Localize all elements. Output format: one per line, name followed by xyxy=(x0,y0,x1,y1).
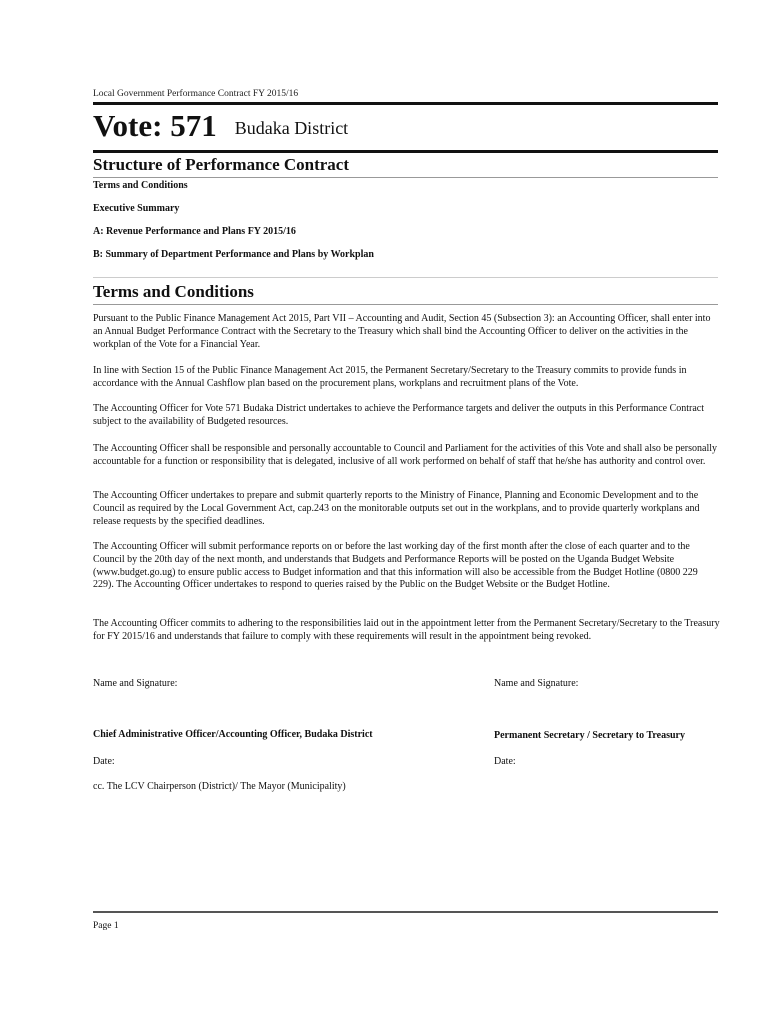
toc-item-executive-summary: Executive Summary xyxy=(93,203,180,214)
page-number: Page 1 xyxy=(93,921,119,931)
terms-rule xyxy=(93,304,718,305)
toc-item-terms: Terms and Conditions xyxy=(93,180,188,191)
structure-heading: Structure of Performance Contract xyxy=(93,155,350,174)
terms-paragraph-2: In line with Section 15 of the Public Finance Management Act 2015, the Permanent Secretary/Secretary to the Treasury commits to provide funds in accordance with the Annual Cashflow plan based on the procurement plans, workplans and recruitment plans of the Vote. xyxy=(93,365,687,389)
signatory-title-right: Permanent Secretary / Secretary to Treasury xyxy=(494,730,685,741)
structure-rule xyxy=(93,177,718,178)
terms-paragraph-7: The Accounting Officer commits to adhering to the responsibilities laid out in the appointment letter from the Permanent Secretary/Secretary to the Treasury for FY 2015/16 and understands that failure to comply with these requirements will result in the appointment being revoked. xyxy=(93,618,720,642)
header-rule xyxy=(93,102,718,105)
district-name: Budaka District xyxy=(234,118,349,138)
terms-paragraph-5: The Accounting Officer undertakes to prepare and submit quarterly reports to the Ministry of Finance, Planning and Economic Development and to the Council as required by the Local Government Act, cap.243 on the monitorable outputs set out in the workplans, and to provide quarterly workplans and release requests by the specified deadlines. xyxy=(93,490,700,527)
terms-paragraph-1: Pursuant to the Public Finance Management Act 2015, Part VII – Accounting and Audit, Section 45 (Subsection 3): an Accounting Officer, shall enter into an Annual Budget Performance Contract with the Secretary to the Treasury which shall bind the Accounting Officer to deliver on the activities in the workplan of the Vote for a Financial Year. xyxy=(93,313,711,350)
running-header: Local Government Performance Contract FY 2015/16 xyxy=(93,89,299,99)
signatory-title-left: Chief Administrative Officer/Accounting Officer, Budaka District xyxy=(93,729,373,740)
terms-paragraph-3: The Accounting Officer for Vote 571 Budaka District undertakes to achieve the Performance targets and deliver the outputs in this Performance Contract subject to the availability of Budgeted resources. xyxy=(93,403,705,427)
terms-paragraph-4: The Accounting Officer shall be responsible and personally accountable to Council and Parliament for the activities of this Vote and shall also be personally accountable for a function or responsibility that is delegated, inclusive of all work performed on behalf of staff that he/she has authority and control over. xyxy=(93,443,718,467)
cc-line: cc. The LCV Chairperson (District)/ The Mayor (Municipality) xyxy=(93,781,346,792)
toc-item-department: B: Summary of Department Performance and Plans by Workplan xyxy=(93,249,374,260)
date-label-right: Date: xyxy=(494,756,516,767)
terms-paragraph-6: The Accounting Officer will submit performance reports on or before the last working day of the first month after the close of each quarter and to the Council by the 20th day of the next month, and understands that Budgets and Performance Reports will be posted on the Uganda Budget Website (www.budget.go.ug) to ensure public access to Budget information and that this information will also be accessible from the Budget Hotline (0800 229 229). The Accounting Officer undertakes to respond to queries raised by the Public on the Budget Website or the Budget Hotline. xyxy=(93,541,698,591)
document-page xyxy=(93,0,718,1024)
toc-item-revenue: A: Revenue Performance and Plans FY 2015/16 xyxy=(93,226,296,237)
terms-heading: Terms and Conditions xyxy=(93,282,254,301)
signature-label-right: Name and Signature: xyxy=(494,678,579,689)
footer-rule xyxy=(93,911,718,913)
structure-end-rule xyxy=(93,277,718,278)
title-rule xyxy=(93,150,718,153)
date-label-left: Date: xyxy=(93,756,115,767)
vote-title-row xyxy=(93,108,348,144)
signature-label-left: Name and Signature: xyxy=(93,678,178,689)
vote-number: Vote: 571 xyxy=(93,108,217,143)
